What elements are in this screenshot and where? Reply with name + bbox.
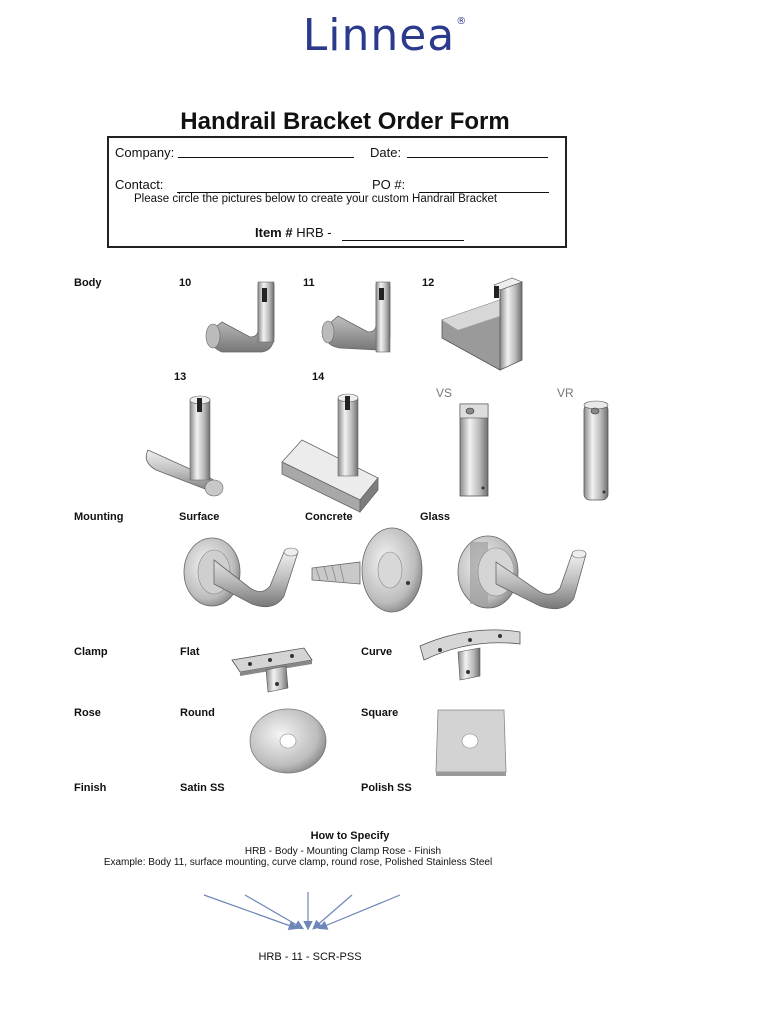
how-to-result: HRB - 11 - SCR-PSS <box>258 951 362 963</box>
rose-round-image[interactable] <box>250 709 326 773</box>
body-option-vs-label: VS <box>436 386 453 400</box>
rose-option-round-label: Round <box>180 707 215 719</box>
specification-arrows <box>204 892 400 928</box>
how-to-example: Example: Body 11, surface mounting, curve clamp, round rose, Polished Stainless Steel <box>103 857 493 868</box>
section-label-body: Body <box>74 277 102 289</box>
body-option-12-label: 12 <box>422 277 435 289</box>
body-13-image[interactable] <box>146 396 223 496</box>
rose-square-image[interactable] <box>436 710 506 776</box>
mounting-option-surface-label: Surface <box>179 511 220 523</box>
arrow-5 <box>320 895 400 928</box>
form-instruction: Please circle the pictures below to create your custom Handrail Bracket <box>134 193 498 205</box>
arrow-2 <box>245 895 302 928</box>
mounting-surface-image[interactable] <box>184 538 298 607</box>
clamp-option-curve-label: Curve <box>361 646 393 658</box>
mounting-glass-image[interactable] <box>458 536 586 609</box>
body-vs-image[interactable] <box>460 404 488 496</box>
mounting-option-concrete-label: Concrete <box>305 511 353 523</box>
body-vr-image[interactable] <box>584 401 608 500</box>
section-label-finish: Finish <box>74 782 107 794</box>
company-label: Company: <box>115 145 175 160</box>
rose-option-square-label: Square <box>361 707 399 719</box>
clamp-curve-image[interactable] <box>420 630 520 680</box>
body-11-image[interactable] <box>322 282 390 352</box>
how-to-heading: How to Specify <box>310 830 390 842</box>
clamp-flat-image[interactable] <box>232 648 312 692</box>
section-label-rose: Rose <box>74 707 101 719</box>
date-label: Date: <box>370 145 402 160</box>
body-14-image[interactable] <box>282 394 378 512</box>
body-12-image[interactable] <box>442 278 522 370</box>
section-label-mounting: Mounting <box>74 511 124 523</box>
mounting-option-glass-label: Glass <box>420 511 450 523</box>
finish-option-polish-label[interactable]: Polish SS <box>361 782 412 794</box>
arrow-1 <box>204 895 296 928</box>
body-10-image[interactable] <box>206 282 274 352</box>
page-title: Handrail Bracket Order Form <box>180 108 510 135</box>
body-option-vr-label: VR <box>557 386 574 400</box>
clamp-option-flat-label: Flat <box>180 646 200 658</box>
body-option-14-label: 14 <box>312 371 325 383</box>
mounting-concrete-image[interactable] <box>312 528 422 612</box>
how-to-format: HRB - Body - Mounting Clamp Rose - Finish <box>244 846 442 857</box>
body-option-10-label: 10 <box>179 277 192 289</box>
contact-label: Contact: <box>115 177 164 192</box>
registered-mark: ® <box>456 16 468 27</box>
body-option-11-label: 11 <box>303 277 315 289</box>
finish-option-satin-label[interactable]: Satin SS <box>180 782 225 794</box>
body-option-13-label: 13 <box>174 371 187 383</box>
item-label: Item # <box>255 225 293 240</box>
po-label: PO #: <box>372 177 406 192</box>
item-prefix: HRB - <box>296 225 332 240</box>
section-label-clamp: Clamp <box>74 646 108 658</box>
logo-text: Linnea <box>302 10 456 61</box>
